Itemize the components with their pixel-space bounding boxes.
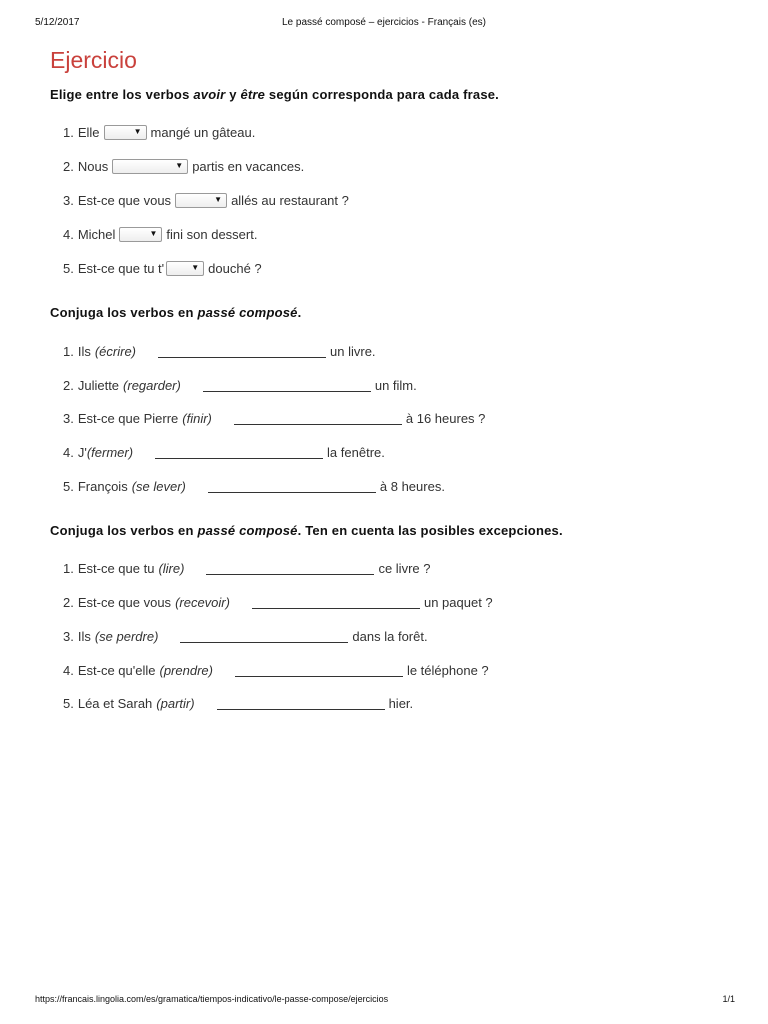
question-verb-hint: (se perdre) xyxy=(94,628,159,644)
question-text-after: mangé un gâteau. xyxy=(150,124,256,140)
answer-dropdown[interactable] xyxy=(166,261,204,276)
question-verb-hint: (lire) xyxy=(158,560,185,576)
question-number: 2. xyxy=(63,158,74,174)
question-number: 2. xyxy=(63,594,74,610)
answer-blank[interactable] xyxy=(206,561,374,575)
section2-instruction xyxy=(50,305,301,320)
question-subject: J' xyxy=(77,444,87,460)
answer-blank[interactable] xyxy=(208,479,376,493)
question-number: 5. xyxy=(63,478,74,494)
answer-dropdown[interactable] xyxy=(119,227,162,242)
instruction-text: Conjuga los verbos en xyxy=(50,523,198,538)
question-number: 5. xyxy=(63,695,74,711)
s2-question-3 xyxy=(63,408,485,428)
instruction-text: . Ten en cuenta las posibles excepciones. xyxy=(297,523,563,538)
question-verb-hint: (prendre) xyxy=(159,662,213,678)
question-subject: Ils xyxy=(77,628,91,644)
question-number: 3. xyxy=(63,192,74,208)
answer-blank[interactable] xyxy=(203,378,371,392)
question-text-after: à 8 heures. xyxy=(379,478,445,494)
answer-dropdown[interactable] xyxy=(112,159,188,174)
question-number: 1. xyxy=(63,343,74,359)
question-verb-hint: (se lever) xyxy=(131,478,186,494)
question-text-after: fini son dessert. xyxy=(166,226,258,242)
question-subject: Est-ce que vous xyxy=(77,594,172,610)
s2-question-4 xyxy=(63,442,385,462)
s1-question-1 xyxy=(63,122,255,142)
question-verb-hint: (finir) xyxy=(182,410,212,426)
question-number: 5. xyxy=(63,260,74,276)
question-subject: Ils xyxy=(77,343,91,359)
question-number: 4. xyxy=(63,662,74,678)
s2-question-2 xyxy=(63,375,417,395)
question-subject: François xyxy=(77,478,128,494)
s1-question-2 xyxy=(63,156,304,176)
question-text-after: dans la forêt. xyxy=(352,628,428,644)
question-text-before: Est-ce que tu t' xyxy=(77,260,165,276)
question-text-after: la fenêtre. xyxy=(327,444,385,460)
s3-question-3 xyxy=(63,626,428,646)
question-number: 2. xyxy=(63,377,74,393)
answer-blank[interactable] xyxy=(158,344,326,358)
question-text-before: Est-ce que vous xyxy=(77,192,172,208)
s3-question-1 xyxy=(63,558,430,578)
dropdown-arrow-icon: ▼ xyxy=(191,263,200,272)
s1-question-4 xyxy=(63,224,257,244)
question-number: 1. xyxy=(63,124,74,140)
section3-instruction xyxy=(50,523,563,538)
question-subject: Léa et Sarah xyxy=(77,695,153,711)
question-text-after: un livre. xyxy=(330,343,376,359)
question-text-after: un film. xyxy=(374,377,417,393)
question-text-after: ce livre ? xyxy=(378,560,431,576)
question-number: 3. xyxy=(63,628,74,644)
instruction-emphasis: avoir xyxy=(193,87,226,102)
question-number: 1. xyxy=(63,560,74,576)
print-date: 5/12/2017 xyxy=(35,17,80,28)
s2-question-5 xyxy=(63,476,445,496)
question-subject: Est-ce que Pierre xyxy=(77,410,179,426)
answer-dropdown[interactable] xyxy=(104,125,147,140)
question-verb-hint: (recevoir) xyxy=(175,594,230,610)
answer-blank[interactable] xyxy=(252,595,420,609)
s1-question-5 xyxy=(63,258,262,278)
s3-question-5 xyxy=(63,693,413,713)
instruction-text: Conjuga los verbos en xyxy=(50,305,198,320)
dropdown-arrow-icon: ▼ xyxy=(149,229,158,238)
instruction-text: según corresponda para cada frase. xyxy=(265,87,499,102)
question-text-after: hier. xyxy=(388,695,414,711)
question-subject: Est-ce qu'elle xyxy=(77,662,156,678)
instruction-emphasis: être xyxy=(240,87,266,102)
question-text-before: Michel xyxy=(77,226,116,242)
s3-question-4 xyxy=(63,660,489,680)
instruction-text: Elige entre los verbos xyxy=(50,87,194,102)
answer-dropdown[interactable] xyxy=(175,193,227,208)
instruction-text: y xyxy=(225,87,241,102)
dropdown-arrow-icon: ▼ xyxy=(133,127,142,136)
answer-blank[interactable] xyxy=(217,696,385,710)
question-verb-hint: (regarder) xyxy=(123,377,181,393)
instruction-text: . xyxy=(297,305,302,320)
question-verb-hint: (partir) xyxy=(156,695,195,711)
dropdown-arrow-icon: ▼ xyxy=(175,161,184,170)
dropdown-arrow-icon: ▼ xyxy=(214,195,223,204)
answer-blank[interactable] xyxy=(235,663,403,677)
page-title: Ejercicio xyxy=(50,47,137,73)
s3-question-2 xyxy=(63,592,493,612)
answer-blank[interactable] xyxy=(155,445,323,459)
question-text-after: allés au restaurant ? xyxy=(231,192,349,208)
s2-question-1 xyxy=(63,341,376,361)
question-text-after: le téléphone ? xyxy=(406,662,489,678)
instruction-emphasis: passé composé xyxy=(197,305,298,320)
answer-blank[interactable] xyxy=(180,629,348,643)
question-verb-hint: (écrire) xyxy=(94,343,137,359)
question-subject: Est-ce que tu xyxy=(77,560,155,576)
question-subject: Juliette xyxy=(77,377,120,393)
question-text-before: Elle xyxy=(77,124,100,140)
question-text-after: douché ? xyxy=(208,260,262,276)
print-url: https://francais.lingolia.com/es/gramatica/tiempos-indicativo/le-passe-compose/ejercicios xyxy=(35,994,389,1004)
question-number: 4. xyxy=(63,226,74,242)
question-number: 3. xyxy=(63,410,74,426)
question-text-after: un paquet ? xyxy=(423,594,493,610)
question-verb-hint: (fermer) xyxy=(86,444,134,460)
print-page-number: 1/1 xyxy=(722,994,735,1004)
print-page-title: Le passé composé – ejercicios - Français (es) xyxy=(282,17,486,28)
section1-instruction xyxy=(50,87,499,102)
question-text-before: Nous xyxy=(77,158,109,174)
question-text-after: à 16 heures ? xyxy=(405,410,486,426)
question-text-after: partis en vacances. xyxy=(192,158,305,174)
question-number: 4. xyxy=(63,444,74,460)
answer-blank[interactable] xyxy=(234,411,402,425)
instruction-emphasis: passé composé xyxy=(197,523,298,538)
s1-question-3 xyxy=(63,190,349,210)
